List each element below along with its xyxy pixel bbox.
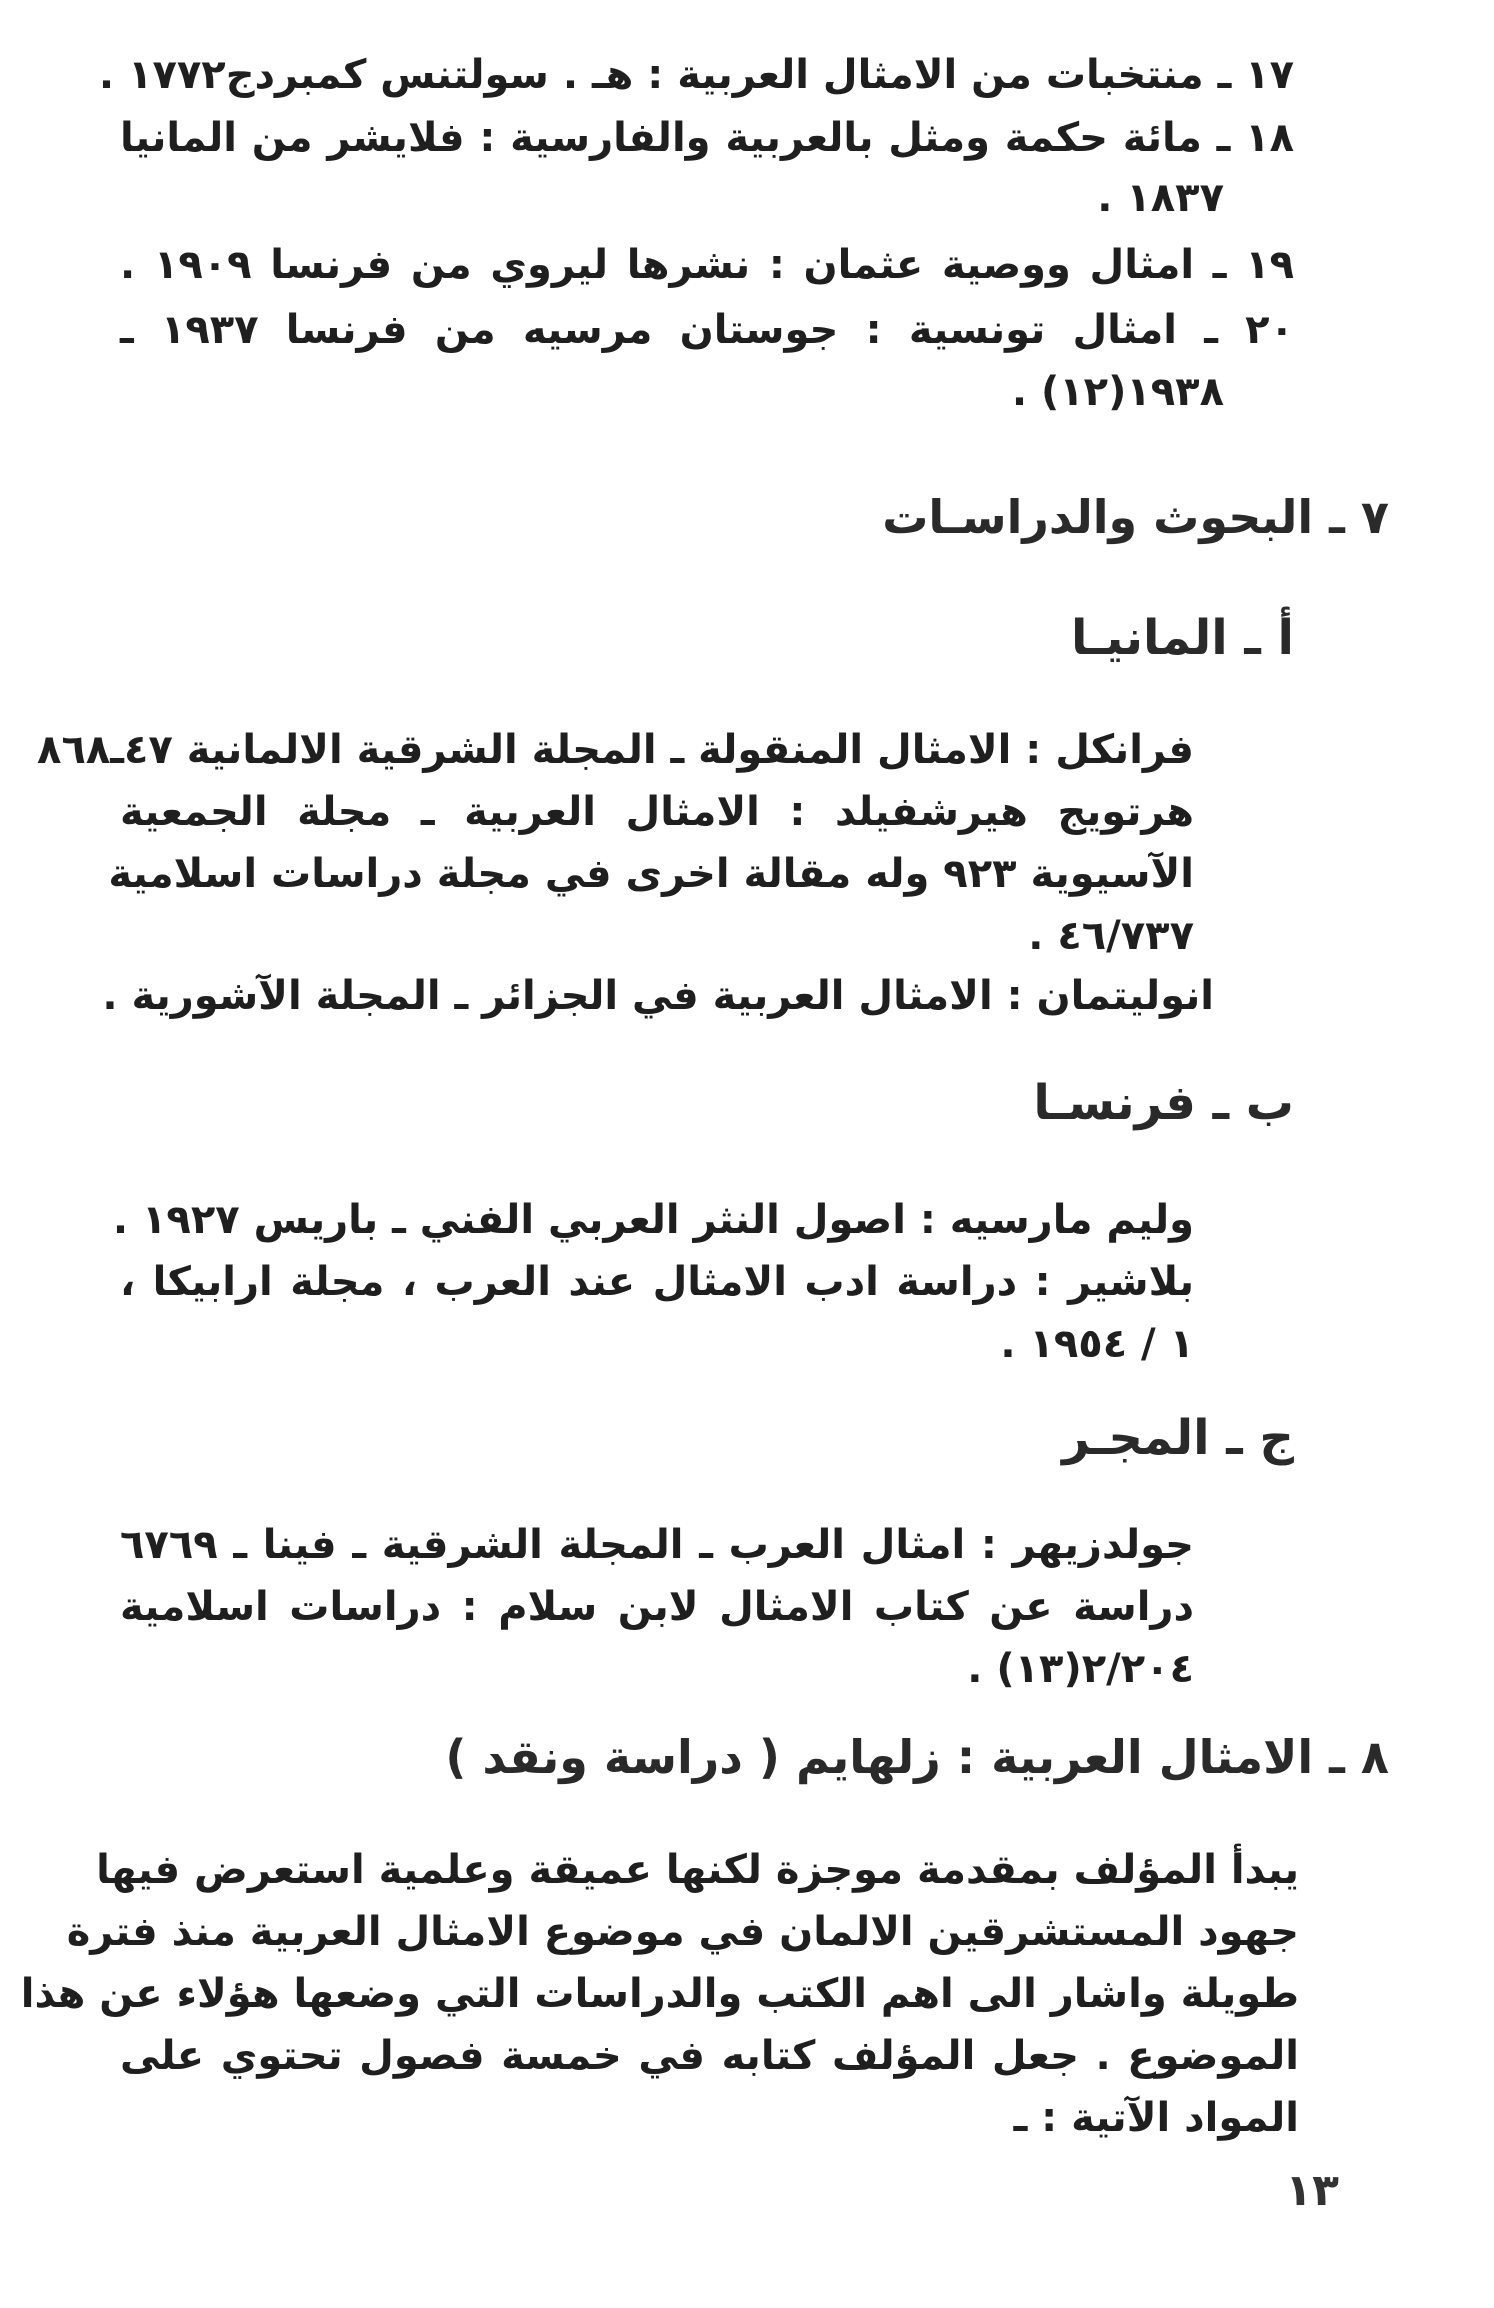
list-item-20-cont: ١٩٣٨(١٢) . <box>1011 369 1224 415</box>
germany-entry-line: هرتويج هيرشفيلد : الامثال العربية ـ مجلة الجمعية <box>120 789 1194 835</box>
france-entry-line: وليم مارسيه : اصول النثر العربي الفني ـ باريس ١٩٢٧ . <box>112 1197 1194 1243</box>
germany-entry-line: فرانكل : الامثال المنقولة ـ المجلة الشرقية الالمانية ٤٧ـ٨٦٨ <box>37 727 1194 773</box>
hungary-entry-line: جولدزيهر : امثال العرب ـ المجلة الشرقية ـ فينا ـ ٦٧٦٩ <box>120 1522 1194 1568</box>
section-8-paragraph-line: المواد الآتية : ـ <box>1013 2095 1299 2141</box>
france-entry-line: ١ / ١٩٥٤ . <box>1000 1321 1194 1367</box>
hungary-entry-line: دراسة عن كتاب الامثال لابن سلام : دراسات اسلامية <box>120 1584 1194 1630</box>
section-8-paragraph-line: طويلة واشار الى اهم الكتب والدراسات التي وضعها هؤلاء عن هذا <box>20 1971 1299 2017</box>
section-8-paragraph-line: يبدأ المؤلف بمقدمة موجزة لكنها عميقة وعلمية استعرض فيها <box>96 1847 1299 1893</box>
hungary-entry-line: ٢/٢٠٤(١٣) . <box>967 1646 1194 1692</box>
list-item-19: ١٩ ـ امثال ووصية عثمان : نشرها ليروي من فرنسا ١٩٠٩ . <box>120 242 1295 288</box>
germany-entry-line: انوليتمان : الامثال العربية في الجزائر ـ المجلة الآشورية . <box>102 973 1214 1019</box>
list-item-20: ٢٠ ـ امثال تونسية : جوستان مرسيه من فرنسا ١٩٣٧ ـ <box>120 307 1294 353</box>
germany-entry-line: ٤٦/٧٣٧ . <box>1028 913 1194 959</box>
list-item-17: ١٧ ـ منتخبات من الامثال العربية : هـ . سولتنس كمبردج١٧٧٢ . <box>98 52 1294 98</box>
list-item-18: ١٨ ـ مائة حكمة ومثل بالعربية والفارسية : فلايشر من المانيا <box>120 115 1294 161</box>
section-8-heading: ٨ ـ الامثال العربية : زلهايم ( دراسة ونقد ) <box>445 1730 1389 1784</box>
section-8-paragraph-line: جهود المستشرقين الالمان في موضوع الامثال العربية منذ فترة <box>66 1909 1299 1955</box>
list-item-18-cont: ١٨٣٧ . <box>1097 175 1224 221</box>
germany-entry-line: الآسيوية ٩٢٣ وله مقالة اخرى في مجلة دراسات اسلامية <box>108 851 1194 897</box>
hungary-heading: ج ـ المجـر <box>1062 1410 1294 1466</box>
section-7-heading: ٧ ـ البحوث والدراسـات <box>882 490 1389 544</box>
section-8-paragraph-line: الموضوع . جعل المؤلف كتابه في خمسة فصول تحتوي على <box>120 2033 1299 2079</box>
germany-heading: أ ـ المانيـا <box>1070 610 1294 666</box>
page-number: ١٣ <box>1285 2165 1339 2216</box>
france-heading: ب ـ فرنسـا <box>1033 1075 1294 1131</box>
france-entry-line: بلاشير : دراسة ادب الامثال عند العرب ، مجلة ارابيكا ، <box>120 1259 1194 1305</box>
